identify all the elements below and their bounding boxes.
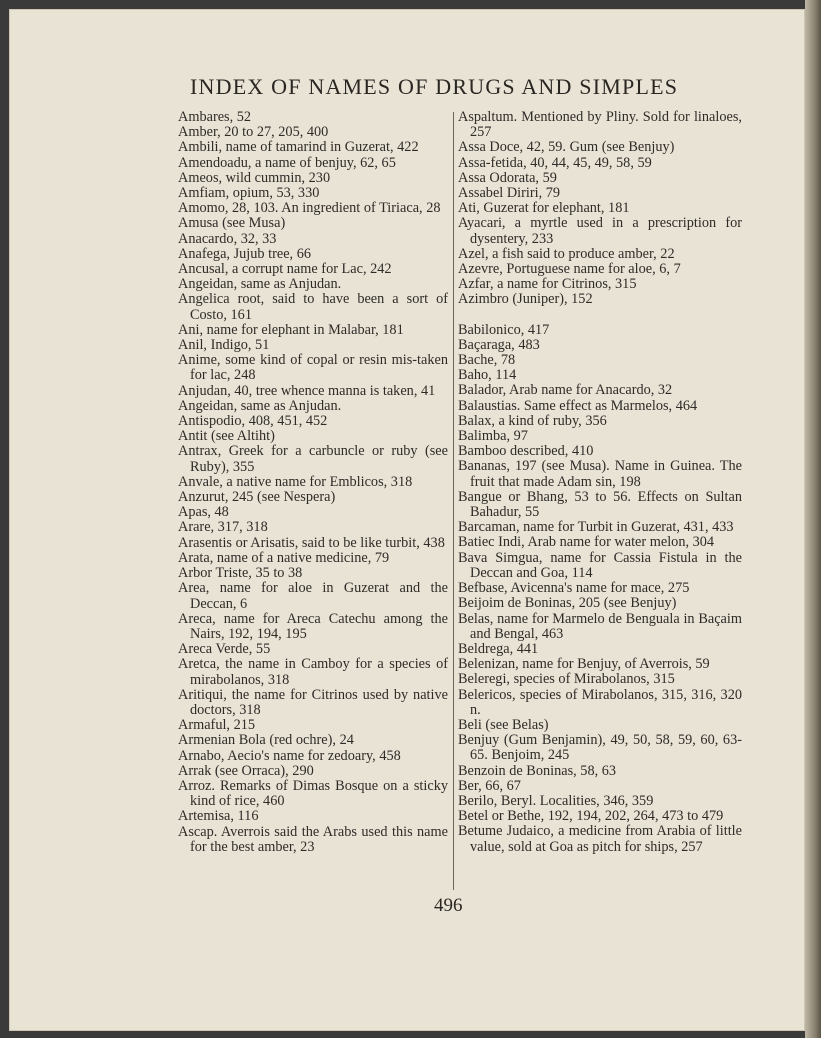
index-entry: Baçaraga, 483 [458, 336, 540, 353]
index-entry: Bangue or Bhang, 53 to 56. Effects on Sultan Bahadur, 55 [458, 488, 742, 521]
index-entry: Anzurut, 245 (see Nespera) [178, 489, 336, 506]
index-entry: Amomo, 28, 103. An ingredient of Tiriaca, 28 [178, 200, 441, 217]
index-entry: Arrak (see Orraca), 290 [178, 762, 314, 779]
index-entry: Benjuy (Gum Benjamin), 49, 50, 58, 59, 60, 63-65. Benjoim, 245 [458, 732, 742, 764]
left-column [178, 110, 448, 855]
index-entry: Ambares, 52 [178, 109, 252, 125]
index-entry: Amendoadu, a name of benjuy, 62, 65 [178, 154, 396, 171]
index-entry: Arnabo, Aecio's name for zedoary, 458 [178, 747, 401, 764]
index-entry: Ascap. Averrois said the Arabs used this name for the best amber, 23 [178, 823, 448, 855]
index-entry: Aritiqui, the name for Citrinos used by native doctors, 318 [178, 686, 448, 718]
index-entry: Assa-fetida, 40, 44, 45, 49, 58, 59 [458, 154, 652, 171]
index-entry: Azfar, a name for Citrinos, 315 [458, 276, 637, 293]
right-column [458, 110, 742, 855]
index-entry: Balaustias. Same effect as Marmelos, 464 [458, 397, 698, 414]
index-entry: Anjudan, 40, tree whence manna is taken, 41 [178, 382, 436, 399]
index-entry: Amber, 20 to 27, 205, 400 [178, 124, 329, 141]
index-entry: Angelica root, said to have been a sort of Costo, 161 [178, 291, 448, 323]
index-entry: Bamboo described, 410 [458, 443, 594, 460]
index-entry: Balador, Arab name for Anacardo, 32 [458, 382, 673, 399]
index-entry: Anvale, a native name for Emblicos, 318 [178, 473, 413, 490]
index-entry: Baho, 114 [458, 367, 517, 384]
index-entry: Amusa (see Musa) [178, 215, 286, 232]
index-entry: Areca, name for Areca Catechu among the Nairs, 192, 194, 195 [178, 610, 448, 642]
index-entry: Bache, 78 [458, 352, 516, 369]
index-entry: Beleregi, species of Mirabolanos, 315 [458, 671, 675, 688]
index-entry: Babilonico, 417 [458, 321, 550, 338]
index-entry: Apas, 48 [178, 504, 229, 521]
index-entry: Ber, 66, 67 [458, 777, 521, 794]
index-entry: Armaful, 215 [178, 717, 256, 734]
index-entry: Area, name for aloe in Guzerat and the Deccan, 6 [178, 580, 448, 612]
index-entry: Aretca, the name in Camboy for a species of mirabolanos, 318 [178, 656, 448, 688]
index-entry: Belericos, species of Mirabolanos, 315, 316, 320 n. [458, 686, 742, 718]
index-entry: Arroz. Remarks of Dimas Bosque on a sticky kind of rice, 460 [178, 777, 448, 810]
index-entry: Batiec Indi, Arab name for water melon, 304 [458, 534, 715, 551]
index-entry: Balax, a kind of ruby, 356 [458, 412, 607, 429]
index-entry: Beldrega, 441 [458, 640, 539, 657]
page-edge [805, 0, 821, 1038]
index-entry: Assa Odorata, 59 [458, 169, 557, 186]
index-entry: Aspaltum. Mentioned by Pliny. Sold for linaloes, 257 [458, 109, 742, 141]
index-entry: Beli (see Belas) [458, 716, 549, 733]
page-number: 496 [434, 895, 463, 916]
index-entry: Berilo, Beryl. Localities, 346, 359 [458, 792, 654, 809]
index-entry: Anafega, Jujub tree, 66 [178, 245, 311, 262]
index-entry: Ayacari, a myrtle used in a prescription for dysentery, 233 [458, 215, 742, 247]
index-entry: Betume Judaico, a medicine from Arabia of little value, sold at Goa as pitch for ships, 257 [458, 823, 742, 855]
index-entry: Antrax, Greek for a carbuncle or ruby (see Ruby), 355 [178, 443, 448, 475]
index-entry: Benzoin de Boninas, 58, 63 [458, 762, 617, 779]
index-entry: Antispodio, 408, 451, 452 [178, 413, 328, 430]
index-entry: Arare, 317, 318 [178, 519, 268, 536]
index-entry: Areca Verde, 55 [178, 641, 271, 658]
index-entry: Ani, name for elephant in Malabar, 181 [178, 321, 404, 338]
index-entry: Amfiam, opium, 53, 330 [178, 185, 320, 202]
index-entry: Ameos, wild cummin, 230 [178, 169, 331, 186]
index-entry: Arbor Triste, 35 to 38 [178, 565, 303, 582]
index-entry: Assa Doce, 42, 59. Gum (see Benjuy) [458, 139, 675, 156]
index-entry: Betel or Bethe, 192, 194, 202, 264, 473 to 479 [458, 808, 724, 825]
index-entry: Azel, a fish said to produce amber, 22 [458, 245, 675, 262]
index-entry: Anil, Indigo, 51 [178, 337, 270, 354]
index-entry: Bava Simgua, name for Cassia Fistula in the Deccan and Goa, 114 [458, 549, 742, 581]
page-title: INDEX OF NAMES OF DRUGS AND SIMPLES [190, 74, 679, 99]
column-divider [453, 112, 454, 890]
index-entry: Arasentis or Arisatis, said to be like turbit, 438 [178, 534, 445, 551]
index-entry: Angeidan, same as Anjudan. [178, 397, 342, 414]
index-entry: Bananas, 197 (see Musa). Name in Guinea. The fruit that made Adam sin, 198 [458, 458, 742, 490]
index-entry: Arata, name of a native medicine, 79 [178, 549, 390, 566]
index-entry: Belas, name for Marmelo de Benguala in Baçaim and Bengal, 463 [458, 610, 742, 642]
index-entry: Belenizan, name for Benjuy, of Averrois, 59 [458, 656, 710, 673]
index-entry: Antit (see Altiht) [178, 428, 275, 445]
index-entry: Anacardo, 32, 33 [178, 230, 277, 247]
index-entry: Angeidan, same as Anjudan. [178, 276, 342, 293]
index-entry: Anime, some kind of copal or resin mis-taken for lac, 248 [178, 352, 448, 384]
index-entry: Ancusal, a corrupt name for Lac, 242 [178, 261, 392, 278]
index-entry: Ati, Guzerat for elephant, 181 [458, 200, 630, 217]
index-entry: Beijoim de Boninas, 205 (see Benjuy) [458, 595, 677, 612]
index-entry: Azevre, Portuguese name for aloe, 6, 7 [458, 261, 681, 278]
index-entry: Balimba, 97 [458, 428, 528, 445]
index-entry: Artemisa, 116 [178, 808, 259, 825]
index-entry: Barcaman, name for Turbit in Guzerat, 431, 433 [458, 519, 734, 536]
index-entry: Befbase, Avicenna's name for mace, 275 [458, 580, 690, 597]
index-entry: Azimbro (Juniper), 152 [458, 291, 593, 308]
index-entry: Ambili, name of tamarind in Guzerat, 422 [178, 139, 419, 156]
index-entry: Assabel Diriri, 79 [458, 185, 561, 202]
index-entry: Armenian Bola (red ochre), 24 [178, 732, 354, 749]
